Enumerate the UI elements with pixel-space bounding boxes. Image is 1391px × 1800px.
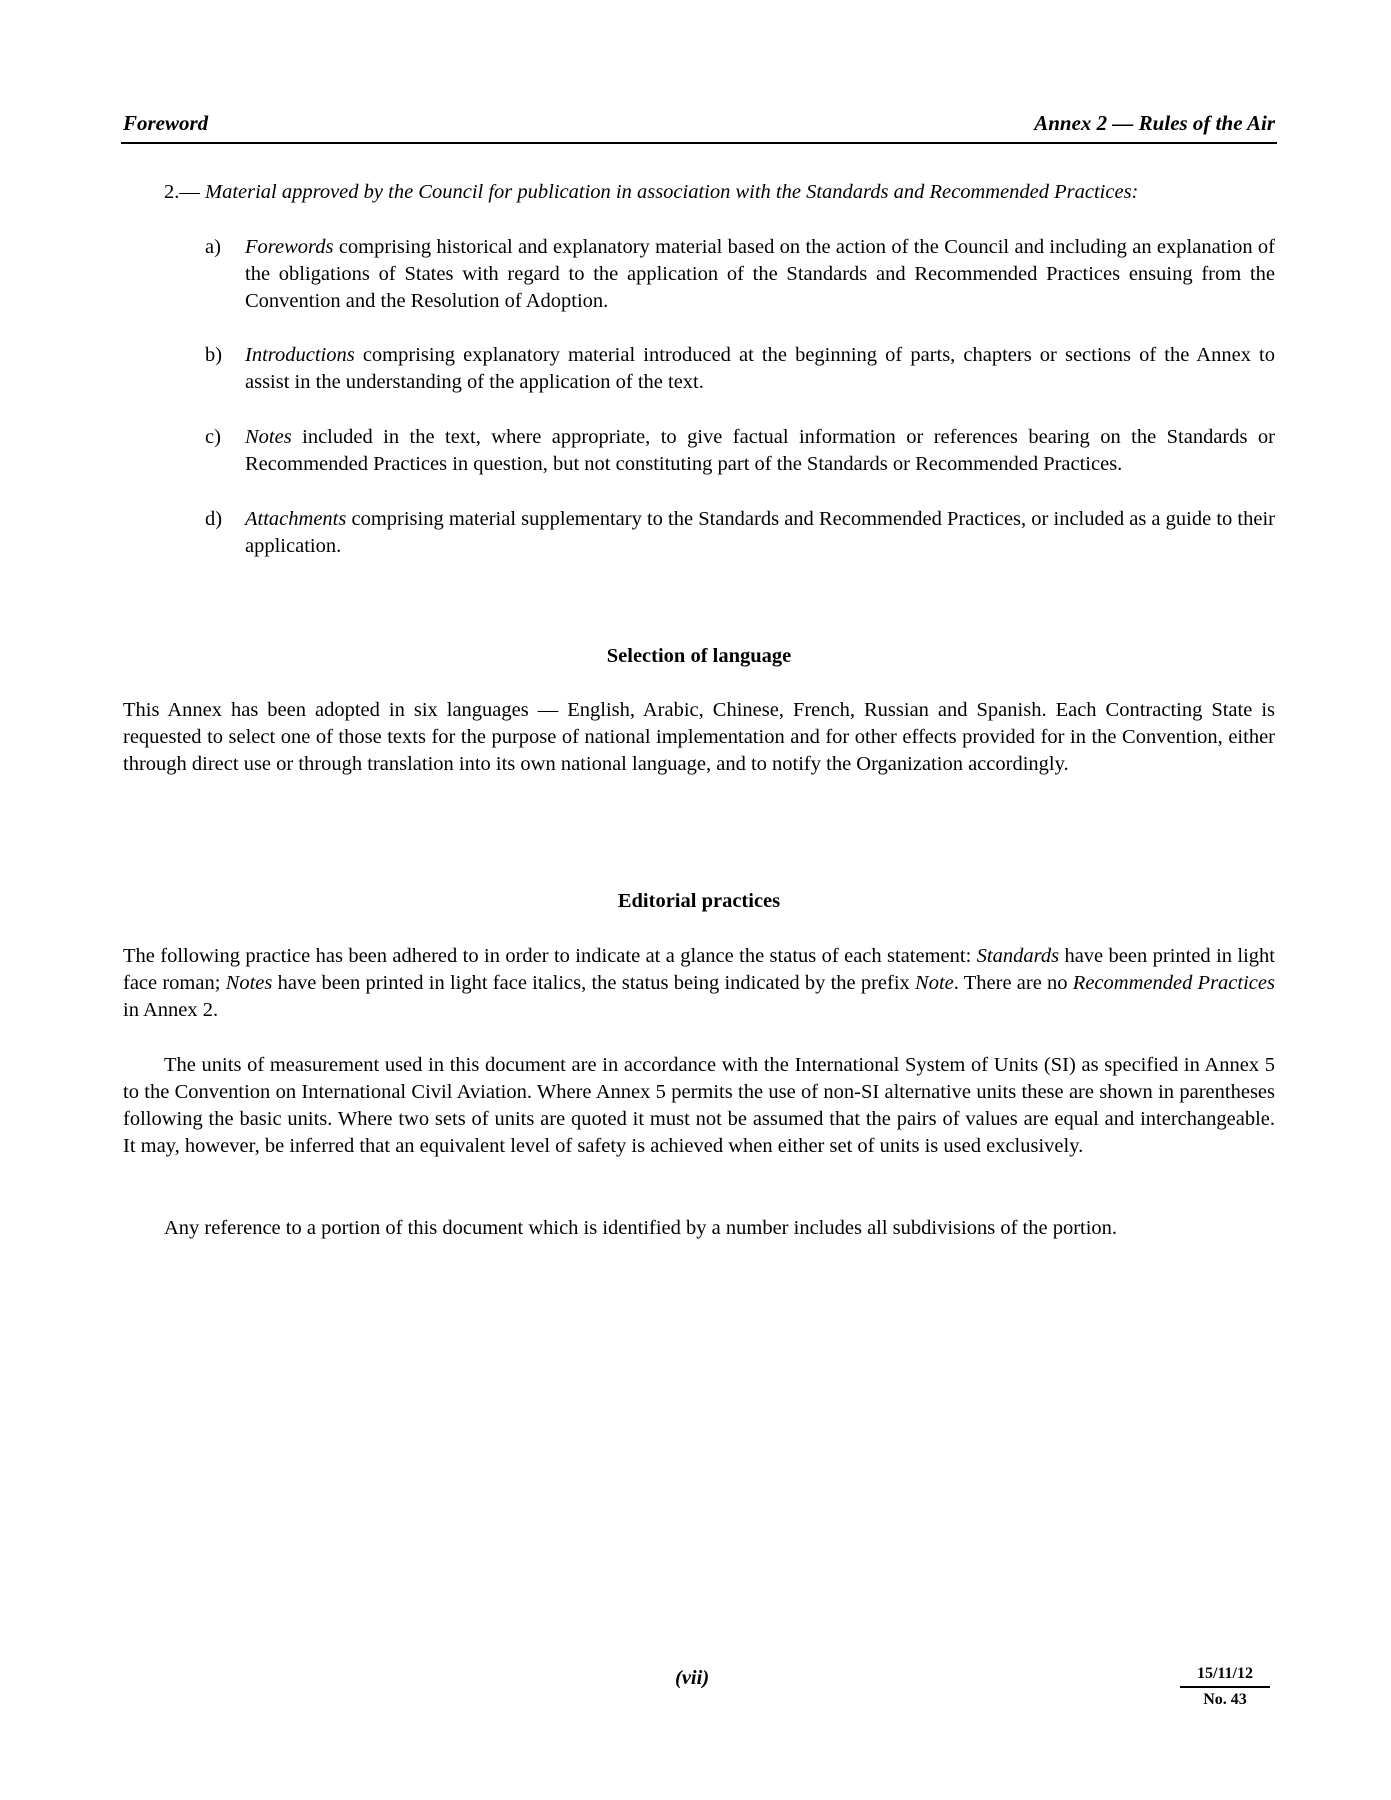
- text: . There are no: [953, 972, 1073, 994]
- item-label: a): [205, 236, 221, 258]
- item-label: b): [205, 344, 223, 366]
- item-label: d): [205, 508, 223, 530]
- text-italic: Note: [915, 972, 954, 994]
- text: The following practice has been adhered to in order to indicate at a glance the status of each statement:: [123, 945, 977, 967]
- paragraph: [123, 943, 1275, 1024]
- paragraph: This Annex has been adopted in six languages — English, Arabic, Chinese, French, Russian and Spanish. Each Contracting State is requested to select one of those texts for the purpose of national implementation and for other effects provided for in the Convention, either through direct use or through translation into its own national language, and to notify the Organization accordingly.: [123, 699, 1275, 775]
- item-text: comprising explanatory material introduced at the beginning of parts, chapters or sections of the Annex to assist in the understanding of the application of the text.: [245, 344, 1275, 393]
- intro-line: [164, 179, 1275, 206]
- section-heading: Selection of language: [606, 645, 792, 667]
- item-term: Notes: [245, 426, 292, 448]
- paragraph: The units of measurement used in this document are in accordance with the International System of Units (SI) as specified in Annex 5 to the Convention on International Civil Aviation. Where Annex 5 permits the use of non-SI alternative units these are shown in parentheses following the basic units. Where two sets of units are quoted it must not be assumed that the pairs of values are equal and interchangeable. It may, however, be inferred that an equivalent level of safety is achieved when either set of units is used exclusively.: [123, 1054, 1275, 1157]
- text-italic: Notes: [225, 972, 273, 994]
- list-item: [205, 506, 1275, 560]
- amendment-date: 15/11/12: [1196, 1665, 1253, 1682]
- section-heading: Editorial practices: [617, 890, 781, 912]
- header-rule: [121, 142, 1277, 144]
- item-text: included in the text, where appropriate, to give factual information or references bearing on the Standards or Recommended Practices in question, but not constituting part of the Standards or Recommended Practices.: [245, 426, 1275, 475]
- page-number: (vii): [675, 1667, 710, 1689]
- footer-rule: [1180, 1686, 1270, 1688]
- text-italic: Recommended Practices: [1072, 972, 1275, 994]
- list-item: [205, 424, 1275, 478]
- list-item: [205, 234, 1275, 315]
- item-term: Introductions: [245, 344, 355, 366]
- item-term: Forewords: [245, 236, 334, 258]
- text: have been printed in light face italics, the status being indicated by the prefix: [272, 972, 916, 994]
- text-italic: Standards: [976, 945, 1060, 967]
- intro-text: Material approved by the Council for publication in association with the Standards and Recommended Practices:: [205, 181, 1139, 203]
- item-text: comprising material supplementary to the Standards and Recommended Practices, or included as a guide to their application.: [245, 508, 1275, 557]
- text: in Annex 2.: [123, 999, 219, 1021]
- paragraph: Any reference to a portion of this document which is identified by a number includes all subdivisions of the portion.: [164, 1217, 1118, 1239]
- amendment-number: No. 43: [1203, 1691, 1247, 1708]
- item-term: Attachments: [245, 508, 347, 530]
- intro-number: 2.—: [164, 181, 200, 203]
- item-text: comprising historical and explanatory material based on the action of the Council and including an explanation of the obligations of States with regard to the application of the Standards and Recommended Practices ensuing from the Convention and the Resolution of Adoption.: [245, 236, 1275, 312]
- header-right: Annex 2 — Rules of the Air: [1034, 111, 1275, 135]
- text: have been printed in light face roman;: [123, 945, 1275, 994]
- list-item: [205, 342, 1275, 396]
- item-label: c): [205, 426, 221, 448]
- header-left: Foreword: [123, 111, 209, 135]
